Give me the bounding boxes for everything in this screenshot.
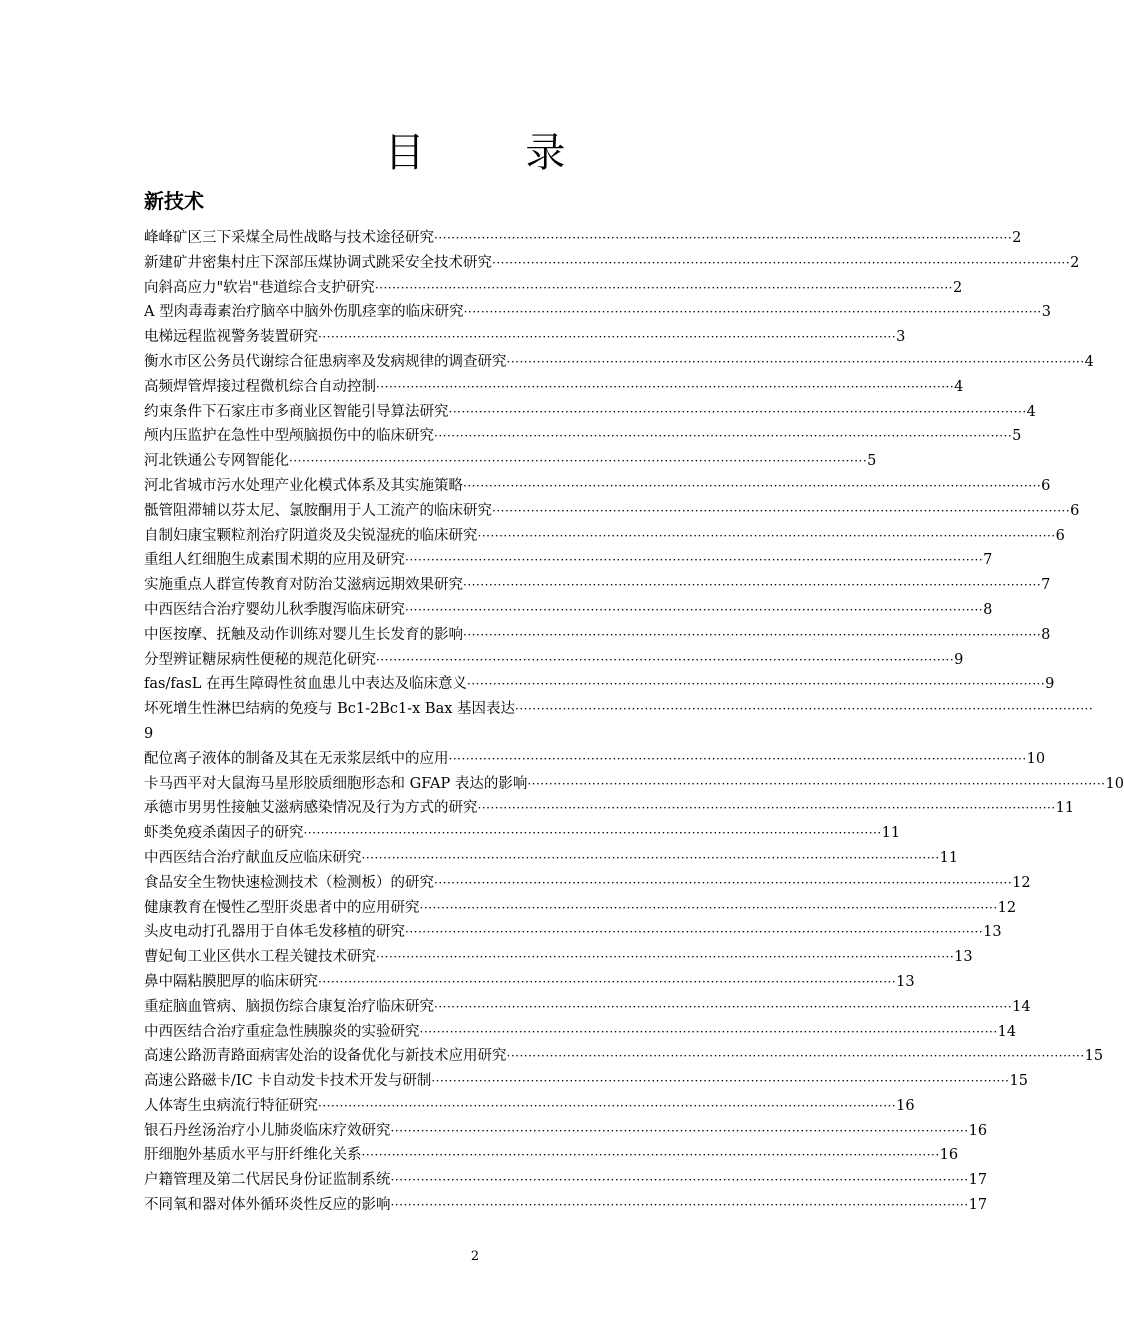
toc-entry-title: 重组人红细胞生成素围术期的应用及研究 <box>144 552 405 569</box>
toc-leader-dots <box>304 821 882 846</box>
toc-entry[interactable] <box>144 474 1051 499</box>
toc-entry-page: 4 <box>954 378 964 395</box>
toc-leader-dots <box>362 846 940 871</box>
toc-entry[interactable] <box>144 226 1022 251</box>
toc-entry-title: 向斜高应力"软岩"巷道综合支护研究 <box>144 279 375 296</box>
toc-entry[interactable] <box>144 995 1031 1020</box>
toc-entry-title: 约束条件下石家庄市多商业区智能引导算法研究 <box>144 403 449 420</box>
toc-entry[interactable] <box>144 772 1124 797</box>
toc-leader-dots <box>405 548 983 573</box>
toc-leader-dots <box>463 573 1041 598</box>
toc-entry-title: 高速公路沥青路面病害处治的设备优化与新技术应用研究 <box>144 1048 507 1065</box>
toc-entry-page: 6 <box>1070 502 1080 519</box>
toc-entry-page: 14 <box>1012 998 1031 1015</box>
toc-entry-title: 颅内压监护在急性中型颅脑损伤中的临床研究 <box>144 428 434 445</box>
toc-leader-dots <box>464 300 1042 325</box>
toc-leader-dots <box>515 697 1093 722</box>
toc-leader-dots <box>507 1044 1085 1069</box>
toc-entry[interactable] <box>144 920 1002 945</box>
toc-entry-page: 12 <box>997 899 1017 916</box>
toc-entry[interactable] <box>144 970 915 995</box>
toc-entry-page: 16 <box>939 1147 959 1164</box>
toc-entry[interactable] <box>144 300 1051 325</box>
toc-entry[interactable] <box>144 1168 988 1193</box>
toc-entry-title: 人体寄生虫病流行特征研究 <box>144 1097 318 1114</box>
toc-entry[interactable] <box>144 1143 959 1168</box>
toc-entry-title: 新建矿井密集村庄下深部压煤协调式跳采安全技术研究 <box>144 254 492 271</box>
toc-leader-dots <box>391 1119 969 1144</box>
toc-entry[interactable] <box>144 325 906 350</box>
toc-entry[interactable] <box>144 1119 988 1144</box>
toc-entry[interactable] <box>144 598 993 623</box>
toc-leader-dots <box>391 1168 969 1193</box>
toc-entry-page: 2 <box>1012 230 1022 246</box>
toc-entry-page: 12 <box>1012 874 1031 891</box>
toc-entry-title: 中西医结合治疗献血反应临床研究 <box>144 849 362 866</box>
toc-entry[interactable] <box>144 276 963 301</box>
toc-entry[interactable] <box>144 896 1017 921</box>
toc-entry[interactable] <box>144 400 1036 425</box>
toc-leader-dots <box>318 970 896 995</box>
toc-entry-page: 15 <box>1084 1048 1104 1065</box>
toc-leader-dots <box>318 325 896 350</box>
toc-entry-title: 自制妇康宝颗粒剂治疗阴道炎及尖锐湿疣的临床研究 <box>144 527 478 544</box>
toc-entry-page: 5 <box>867 453 877 470</box>
toc-leader-dots <box>434 424 1012 449</box>
toc-entry[interactable] <box>144 1069 1028 1094</box>
toc-leader-dots <box>431 1069 1009 1094</box>
toc-entry-page: 13 <box>983 924 1002 941</box>
toc-entry-title: 重症脑血管病、脑损伤综合康复治疗临床研究 <box>144 998 434 1015</box>
toc-entry[interactable] <box>144 1020 1017 1045</box>
toc-entry-page: 11 <box>939 849 959 866</box>
toc-leader-dots <box>492 499 1070 524</box>
toc-leader-dots <box>463 623 1041 648</box>
toc-leader-dots <box>362 1143 940 1168</box>
toc-entry[interactable] <box>144 846 959 871</box>
toc-entry-page: 3 <box>1041 304 1051 321</box>
toc-entry-page: 15 <box>1009 1073 1028 1090</box>
section-heading: 新技术 <box>144 189 204 213</box>
toc-entry[interactable] <box>144 350 1094 375</box>
toc-entry-title: 河北铁通公专网智能化 <box>144 453 289 470</box>
toc-entry-title: 配位离子液体的制备及其在无汞浆层纸中的应用 <box>144 750 449 767</box>
toc-entry-page: 3 <box>896 329 906 346</box>
toc-entry[interactable] <box>144 499 1080 524</box>
toc-entry-page: 7 <box>1041 577 1051 594</box>
toc-entry-page: 4 <box>1084 353 1094 370</box>
toc-leader-dots <box>405 920 983 945</box>
toc-entry-page: 2 <box>952 279 963 296</box>
toc-entry-title: 高速公路磁卡/IC 卡自动发卡技术开发与研制 <box>144 1073 432 1090</box>
toc-entry-page: 13 <box>954 949 973 966</box>
page-title: 目 录 <box>384 130 610 176</box>
toc-entry[interactable] <box>144 945 973 970</box>
toc-leader-dots <box>376 375 954 400</box>
toc-leader-dots <box>391 1193 969 1218</box>
toc-entry-title: 衡水市区公务员代谢综合征患病率及发病规律的调查研究 <box>144 353 507 370</box>
toc-entry-title: 健康教育在慢性乙型肝炎患者中的应用研究 <box>144 899 420 916</box>
toc-entry-title: 河北省城市污水处理产业化模式体系及其实施策略 <box>144 477 463 494</box>
toc-leader-dots <box>434 226 1012 251</box>
page-number: 2 <box>470 1249 480 1264</box>
toc-entry[interactable] <box>144 796 1075 821</box>
toc-entry-page: 16 <box>968 1122 988 1139</box>
toc-entry-title: 骶管阻滞辅以芬太尼、氯胺酮用于人工流产的临床研究 <box>144 502 492 519</box>
toc-entry-page: 9 <box>1045 676 1055 693</box>
toc-leader-dots <box>405 598 983 623</box>
toc-entry-page: 9 <box>954 651 964 668</box>
toc-entry-title: 鼻中隔粘膜肥厚的临床研究 <box>144 973 318 990</box>
toc-entry[interactable] <box>144 449 877 474</box>
toc-entry-title: 银石丹丝汤治疗小儿肺炎临床疗效研究 <box>144 1122 391 1139</box>
toc-entry-title: 9 <box>144 725 154 742</box>
toc-leader-dots <box>376 945 954 970</box>
toc-entry-page: 7 <box>983 552 993 569</box>
toc-entry-title: 头皮电动打孔器用于自体毛发移植的研究 <box>144 924 405 941</box>
toc-entry-title: 中西医结合治疗婴幼儿秋季腹泻临床研究 <box>144 601 405 618</box>
toc-entry-page: 11 <box>881 825 901 842</box>
toc-entry-title: 峰峰矿区三下采煤全局性战略与技术途径研究 <box>144 230 434 246</box>
toc-leader-dots <box>420 896 998 921</box>
toc-entry[interactable] <box>144 1094 915 1119</box>
toc-entry-page: 13 <box>896 973 915 990</box>
toc-entry[interactable] <box>144 722 806 747</box>
toc-entry-title: 食品安全生物快速检测技术（检测板）的研究 <box>144 874 434 891</box>
toc-leader-dots <box>463 474 1041 499</box>
toc-leader-dots <box>375 276 953 301</box>
toc-entry-page: 10 <box>1105 775 1124 792</box>
toc-entry-title: 高频焊管焊接过程微机综合自动控制 <box>144 378 376 395</box>
toc-entry-page: 14 <box>997 1023 1017 1040</box>
toc-leader-dots <box>376 648 954 673</box>
toc-entry[interactable] <box>144 573 1051 598</box>
toc-entry-page: 16 <box>896 1097 915 1114</box>
toc-entry-title: 中医按摩、抚触及动作训练对婴儿生长发育的影响 <box>144 626 463 643</box>
toc-entry-title: 中西医结合治疗重症急性胰腺炎的实验研究 <box>144 1023 420 1040</box>
toc-entry-title: fas/fasL 在再生障碍性贫血患儿中表达及临床意义 <box>144 676 468 693</box>
toc-entry[interactable] <box>144 251 1080 276</box>
toc-entry[interactable] <box>144 375 964 400</box>
toc-entry-page: 8 <box>983 601 993 618</box>
toc-entry-page: 11 <box>1055 800 1075 817</box>
toc-entry-title: 承德市男男性接触艾滋病感染情况及行为方式的研究 <box>144 800 478 817</box>
toc-entry[interactable] <box>144 871 1031 896</box>
toc-entry-page: 8 <box>1041 626 1051 643</box>
toc-entry-page: 10 <box>1026 750 1046 767</box>
toc-leader-dots <box>318 1094 896 1119</box>
toc-entry-page: 2 <box>1070 254 1080 271</box>
toc-entry[interactable] <box>144 697 806 722</box>
toc-entry-page: 4 <box>1026 403 1036 420</box>
toc-entry[interactable] <box>144 524 1065 549</box>
toc-entry-page: 5 <box>1012 428 1022 445</box>
toc-entry-title: 卡马西平对大鼠海马星形胶质细胞形态和 GFAP 表达的影响 <box>144 775 528 792</box>
toc-leader-dots <box>527 772 1105 797</box>
table-of-contents <box>144 226 1124 1218</box>
toc-leader-dots <box>420 1020 998 1045</box>
toc-leader-dots <box>449 747 1027 772</box>
toc-entry[interactable] <box>144 672 1055 697</box>
toc-entry-page: 6 <box>1041 477 1051 494</box>
toc-leader-dots <box>478 524 1056 549</box>
toc-leader-dots <box>492 251 1070 276</box>
toc-entry[interactable] <box>144 1193 988 1218</box>
toc-entry-title: 电梯远程监视警务装置研究 <box>144 329 318 346</box>
toc-entry-title: 不同氧和器对体外循环炎性反应的影响 <box>144 1197 391 1214</box>
toc-entry-title: 坏死增生性淋巴结病的免疫与 Bc1-2Bc1-x Bax 基因表达 <box>144 701 516 718</box>
toc-entry[interactable] <box>144 821 901 846</box>
toc-leader-dots <box>478 796 1056 821</box>
toc-entry-page: 6 <box>1055 527 1065 544</box>
toc-entry[interactable] <box>144 1044 1104 1069</box>
toc-entry[interactable] <box>144 424 1022 449</box>
toc-entry-title: 分型辨证糖尿病性便秘的规范化研究 <box>144 651 376 668</box>
toc-entry-title: 户籍管理及第二代居民身份证监制系统 <box>144 1172 391 1189</box>
toc-entry-page: 17 <box>968 1197 988 1214</box>
toc-entry[interactable] <box>144 623 1051 648</box>
toc-entry-page: 17 <box>968 1172 988 1189</box>
toc-entry[interactable] <box>144 747 1046 772</box>
toc-leader-dots <box>289 449 867 474</box>
toc-entry[interactable] <box>144 548 993 573</box>
toc-entry-title: 肝细胞外基质水平与肝纤维化关系 <box>144 1147 362 1164</box>
toc-entry-title: 曹妃甸工业区供水工程关键技术研究 <box>144 949 376 966</box>
toc-entry-title: 实施重点人群宣传教育对防治艾滋病远期效果研究 <box>144 577 463 594</box>
toc-leader-dots <box>434 871 1012 896</box>
toc-entry[interactable] <box>144 648 964 673</box>
toc-entry-title: A 型肉毒毒素治疗脑卒中脑外伤肌痉挛的临床研究 <box>144 304 464 321</box>
toc-entry-title: 虾类免疫杀菌因子的研究 <box>144 825 304 842</box>
toc-leader-dots <box>467 672 1045 697</box>
toc-leader-dots <box>449 400 1027 425</box>
toc-leader-dots <box>434 995 1012 1020</box>
toc-leader-dots <box>507 350 1085 375</box>
